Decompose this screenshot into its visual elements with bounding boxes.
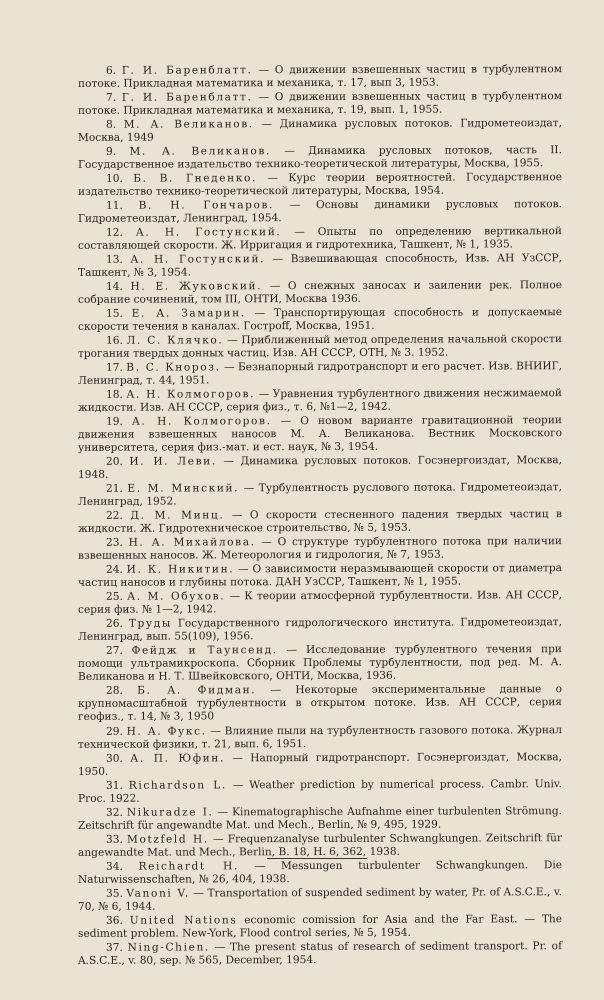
- end-rule: [267, 858, 367, 859]
- reference-author: Н. А. Фукс.: [126, 725, 207, 738]
- reference-text: — Исследование турбулентного течения при помощи ультрамикроскопа. Сборник Проблемы турбулентности, под ред. М. А. Великанова и Н. Т. Швейковского, ОНТИ, Москва, 1936.: [77, 643, 563, 684]
- reference-author: Г. И. Баренблатт.: [121, 91, 253, 104]
- reference-item: [78, 886, 562, 914]
- reference-item: [78, 144, 562, 172]
- reference-item: [78, 198, 562, 226]
- reference-item: [78, 535, 562, 563]
- reference-text: — Взвешивающая способность, Изв. АН УзССР, Ташкент, № 3, 1954.: [78, 252, 562, 280]
- reference-author: И. К. Никитин.: [126, 563, 235, 576]
- reference-text: — О скорости стесненного падения твердых частиц в жидкости. Ж. Гидротехническое строительство, № 5, 1953.: [78, 508, 562, 536]
- reference-item: [78, 387, 562, 415]
- reference-item: [78, 306, 562, 334]
- reference-item: [78, 562, 562, 590]
- reference-author: А. М. Обухов.: [127, 590, 226, 603]
- reference-item: [78, 751, 562, 779]
- reference-text: — Transportation of suspended sediment by water, Pr. of A.S.C.E., v. 70, № 6, 1944.: [78, 885, 562, 913]
- reference-text: — Динамика русловых потоков. Гидрометеоиздат, Москва, 1949: [78, 117, 562, 145]
- reference-number: 24.: [105, 563, 123, 576]
- reference-item: [78, 616, 562, 644]
- reference-text: — Курс теории вероятностей. Государственное издательство технико-теоретической литературы, Москва, 1954.: [78, 171, 562, 199]
- reference-author: Vanoni V.: [126, 887, 190, 900]
- reference-author: Н. А. Михайлова.: [128, 536, 256, 549]
- reference-item: [78, 778, 562, 806]
- reference-author: А. Н. Колмогоров.: [126, 388, 256, 401]
- reference-item: [78, 171, 562, 199]
- reference-text: — The present status of research of sediment transport. Pr. of A.S.C.E., v. 80, sep. № 565, December, 1954.: [78, 939, 563, 967]
- reference-item: [78, 913, 562, 941]
- reference-text: — Опыты по определению вертикальной составляющей скорости. Ж. Ирригация и гидротехника, Ташкент, № 1, 1935.: [78, 225, 562, 253]
- reference-number: 15.: [105, 307, 123, 320]
- reference-item: [78, 643, 562, 684]
- reference-number: 21.: [105, 482, 123, 495]
- reference-number: 20.: [105, 455, 123, 468]
- reference-number: 11.: [105, 199, 123, 212]
- reference-item: [78, 225, 562, 253]
- reference-text: — О снежных заносах и заилении рек. Полное собрание сочинений, том III, ОНТИ, Москва 1936.: [78, 279, 562, 307]
- reference-author: Reichardt H.: [138, 859, 239, 873]
- reference-number: 13.: [105, 253, 123, 266]
- reference-number: 23.: [105, 536, 123, 549]
- reference-text: — Kinematographische Aufnahme einer turbulenten Strömung. Zeitschrift für angewandte Mat. und Mech., Berlin, № 9, 495, 1929.: [78, 804, 562, 832]
- reference-item: [78, 481, 562, 509]
- reference-item: [78, 589, 562, 617]
- reference-text: Государственного гидрологического института. Гидрометеоиздат, Ленинград, вып. 55(109), 1956.: [78, 616, 563, 644]
- reference-author: М. А. Великанов.: [129, 145, 271, 158]
- reference-number: 28.: [105, 685, 123, 698]
- reference-author: М. А. Великанов.: [123, 118, 254, 131]
- reference-author: United Nations: [129, 913, 238, 927]
- reference-text: — Weather prediction by numerical process. Cambr. Univ. Proc. 1922.: [78, 777, 562, 805]
- reference-author: В. С. Кнороз.: [126, 361, 221, 374]
- reference-author: Е. М. Минский.: [127, 482, 240, 495]
- reference-list: [78, 64, 562, 967]
- reference-author: Б. А. Фидман.: [137, 684, 257, 698]
- reference-author: Фейдж и Таунсенд.: [131, 644, 278, 657]
- reference-item: [78, 805, 562, 833]
- reference-item: [78, 859, 562, 887]
- reference-text: — Динамика русловых потоков. Госэнергоиздат, Москва, 1948.: [78, 454, 562, 482]
- reference-number: 36.: [105, 914, 123, 927]
- reference-number: 33.: [105, 833, 123, 846]
- reference-text: — Frequenzanalyse turbulenter Schwangkungen. Zeitschrift für angewandte Mat. und Mech., Berlin, B. 18, H. 6, 362, 1938.: [78, 831, 563, 859]
- reference-text: — Messungen turbulenter Schwangkungen. Die Naturwissenschaften, № 26, 404, 1938.: [78, 858, 563, 886]
- reference-text: — О зависимости неразмывающей скорости от диаметра частиц наносов и глубины потока. ДАН УзССР, Ташкент, № 1, 1955.: [78, 562, 562, 590]
- reference-author: А. Н. Колмогоров.: [131, 415, 272, 428]
- reference-author: Б. В. Гнеденко.: [133, 172, 257, 185]
- reference-author: И. И. Леви.: [129, 455, 217, 468]
- reference-text: — Динамика русловых потоков, часть II. Государственное издательство технико-теоретической литературы, Москва, 1955.: [78, 144, 562, 172]
- reference-text: — О структуре турбулентного потока при наличии взвешенных наносов. Ж. Метеорология и гидрология, № 7, 1953.: [78, 535, 562, 563]
- reference-text: — Безнапорный гидротранспорт и его расчет. Изв. ВНИИГ, Ленинград, т. 44, 1951.: [78, 360, 562, 388]
- reference-text: economic comission for Asia and the Far East. — The sediment problem. New-York, Flood control series, № 5, 1954.: [78, 912, 563, 940]
- reference-author: Motzfeld H.: [127, 832, 209, 846]
- reference-text: — О движении взвешенных частиц в турбулентном потоке. Прикладная математика и механика, т. 19, вып. 1, 1955.: [78, 90, 562, 118]
- reference-item: [78, 333, 562, 361]
- reference-author: Ning-Chien.: [127, 940, 210, 954]
- reference-number: 18.: [105, 388, 123, 401]
- reference-number: 31.: [105, 779, 123, 792]
- reference-text: — Основы динамики русловых потоков. Гидрометеоиздат, Ленинград, 1954.: [78, 198, 563, 226]
- reference-author: Труды: [128, 617, 172, 630]
- reference-item: [78, 360, 562, 388]
- reference-text: — Напорный гидротранспорт. Госэнергоиздат, Москва, 1950.: [78, 750, 562, 778]
- reference-author: Д. М. Минц.: [130, 509, 225, 522]
- reference-number: 6.: [105, 64, 117, 77]
- reference-item: [78, 117, 562, 145]
- reference-author: Е. А. Замарин.: [131, 307, 246, 320]
- reference-author: А. Н. Гостунский.: [135, 226, 282, 239]
- reference-number: 12.: [105, 226, 123, 239]
- reference-number: 19.: [105, 415, 123, 428]
- reference-item: [78, 832, 562, 860]
- reference-number: 37.: [105, 941, 123, 954]
- reference-number: 30.: [105, 752, 123, 765]
- reference-text: — Уравнения турбулентного движения несжимаемой жидкости. Изв. АН СССР, серия физ., т. 6, №1—2, 1942.: [78, 387, 563, 415]
- reference-number: 14.: [105, 280, 123, 293]
- reference-item: [78, 252, 562, 280]
- reference-number: 8.: [105, 118, 117, 131]
- reference-number: 10.: [105, 172, 123, 185]
- reference-text: — Некоторые экспериментальные данные о крупномасштабной турбулентности в открытом потоке. Изв. АН СССР, серия геофиз., т. 14, № 3, 1950: [77, 683, 563, 724]
- reference-text: — Транспортирующая способность и допускаемые скорости течения в каналах. Гострoff, Москва, 1951.: [78, 306, 562, 334]
- reference-author: Richardson L.: [128, 778, 227, 792]
- reference-number: 34.: [105, 860, 123, 873]
- reference-author: Н. Е. Жуковский.: [130, 280, 263, 293]
- reference-item: [78, 63, 562, 91]
- reference-author: А. П. Юфин.: [130, 751, 225, 765]
- reference-text: — О движении взвешенных частиц в турбулентном потоке. Прикладная математика и механика, т. 17, вып 3, 1953.: [78, 63, 562, 91]
- reference-number: 7.: [105, 91, 117, 104]
- reference-number: 22.: [105, 509, 123, 522]
- reference-number: 32.: [105, 806, 123, 819]
- reference-item: [78, 90, 562, 118]
- reference-author: А. Н. Гостунский.: [130, 253, 266, 266]
- reference-number: 35.: [105, 887, 123, 900]
- reference-item: [78, 454, 562, 482]
- reference-number: 9.: [105, 145, 117, 158]
- reference-text: — Приближенный метод определения начальной скорости трогания твердых донных частиц. Изв. АН СССР, ОТН, № 3. 1952.: [78, 333, 562, 361]
- reference-item: [78, 684, 562, 725]
- reference-text: — Влияние пыли на турбулентность газового потока. Журнал технической физики, т. 21, вып. 6, 1951.: [78, 723, 562, 751]
- reference-item: [78, 508, 562, 536]
- reference-item: [78, 279, 562, 307]
- reference-item: [78, 414, 562, 455]
- reference-number: 17.: [105, 361, 123, 374]
- reference-number: 27.: [105, 644, 123, 657]
- reference-author: Г. И. Баренблатт.: [121, 64, 253, 77]
- reference-text: — О новом варианте гравитационной теории движения взвешенных наносов М. А. Великанова. Вестник Московского университета, серия физ.-мат. и ест. наук, № 3, 1954.: [77, 414, 563, 455]
- reference-item: [78, 940, 562, 968]
- reference-text: — Турбулентность руслового потока. Гидрометеоиздат, Ленинград, 1952.: [78, 481, 562, 509]
- reference-item: [78, 724, 562, 752]
- reference-number: 29.: [105, 725, 123, 738]
- reference-author: В. Н. Гончаров.: [138, 199, 275, 212]
- reference-author: Nikuradze I.: [126, 805, 214, 819]
- reference-text: — К теории атмосферной турбулентности. Изв. АН СССР, серия физ. № 1—2, 1942.: [78, 589, 563, 617]
- reference-number: 25.: [105, 590, 123, 603]
- reference-number: 16.: [105, 334, 123, 347]
- reference-author: Л. С. Клячко.: [126, 334, 224, 347]
- reference-number: 26.: [105, 617, 123, 630]
